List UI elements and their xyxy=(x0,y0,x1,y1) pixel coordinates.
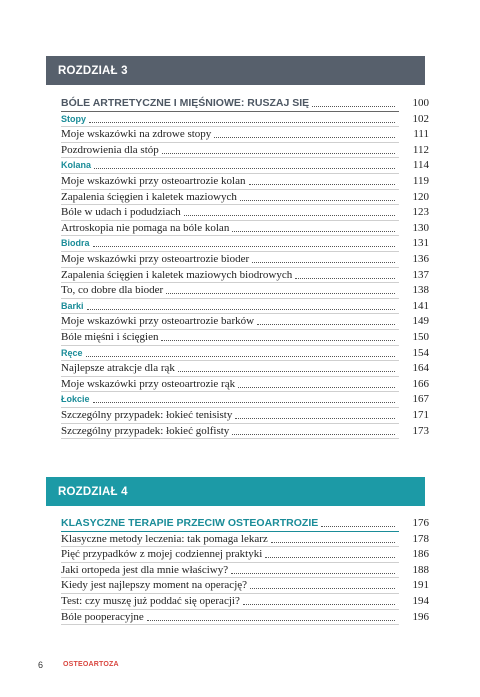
toc-entry-title: Najlepsze atrakcje dla rąk xyxy=(61,362,175,375)
dot-leader xyxy=(184,215,395,216)
dot-leader xyxy=(89,122,395,123)
dot-leader xyxy=(243,604,395,605)
toc-entry xyxy=(61,424,429,438)
dot-leader xyxy=(214,137,395,138)
toc-entry-page: 114 xyxy=(412,159,429,172)
toc-entry-title: Moje wskazówki przy osteoartrozie kolan xyxy=(61,175,246,187)
toc-entry-page: 171 xyxy=(412,409,429,421)
toc-section-heading xyxy=(61,346,429,360)
toc-entry-title: Szczególny przypadek: łokieć tenisisty xyxy=(61,409,233,421)
toc-entry-page: 176 xyxy=(412,517,429,529)
dot-leader xyxy=(312,106,395,107)
toc-entry xyxy=(61,532,429,546)
dot-leader xyxy=(295,278,395,279)
running-title: OSTEOARTOZA xyxy=(63,661,119,668)
toc-entry-page: 194 xyxy=(412,595,429,607)
toc-entry xyxy=(61,594,429,608)
page-number: 6 xyxy=(38,660,44,670)
dot-leader xyxy=(265,557,395,558)
toc-entry xyxy=(61,547,429,561)
toc-entry-page: 188 xyxy=(412,563,429,576)
dot-leader xyxy=(178,371,395,372)
toc-entry-page: 154 xyxy=(412,346,429,359)
toc-entry-page: 120 xyxy=(412,190,429,203)
toc-entry xyxy=(61,578,429,592)
toc-entry xyxy=(61,610,429,624)
toc-entry-page: 167 xyxy=(412,393,429,406)
dot-leader xyxy=(232,231,395,232)
toc-entry-title: Biodra xyxy=(61,238,90,249)
toc-section-heading xyxy=(61,112,429,126)
toc-section-heading xyxy=(61,392,429,406)
chapter-4-label: ROZDZIAŁ 4 xyxy=(58,485,128,498)
toc-entry-page: 102 xyxy=(412,112,429,125)
toc-entry xyxy=(61,408,429,422)
toc-entry-page: 138 xyxy=(412,284,429,297)
row-rule xyxy=(61,438,399,439)
dot-leader xyxy=(321,526,395,527)
toc-entry xyxy=(61,143,429,157)
toc-entry-title: Moje wskazówki przy osteoartrozie bioder xyxy=(61,253,250,265)
toc-entry-page: 191 xyxy=(412,579,429,592)
toc-entry-title: Barki xyxy=(61,300,84,311)
toc-entry xyxy=(61,252,429,266)
toc-entry-page: 150 xyxy=(412,331,429,343)
toc-entry-title: KLASYCZNE TERAPIE PRZECIW OSTEOARTROZIE xyxy=(61,517,319,529)
toc-section-heading xyxy=(61,299,429,313)
toc-entry-title: Stopy xyxy=(61,113,87,124)
toc-entry-title: BÓLE ARTRETYCZNE I MIĘŚNIOWE: RUSZAJ SIĘ xyxy=(61,97,310,109)
toc-entry-title: Szczególny przypadek: łokieć golfisty xyxy=(61,424,230,437)
toc-entry-title: To, co dobre dla bioder xyxy=(61,284,164,297)
toc-entry xyxy=(61,127,429,141)
toc-entry xyxy=(61,330,429,344)
toc-chapter-heading xyxy=(61,96,429,110)
toc-entry-title: Pięć przypadków z mojej codziennej praktyki xyxy=(61,548,263,561)
toc-entry-page: 178 xyxy=(412,532,429,545)
toc-entry-page: 137 xyxy=(412,268,429,281)
dot-leader xyxy=(252,262,395,263)
toc-entry xyxy=(61,563,429,577)
toc-entry-page: 136 xyxy=(412,253,429,265)
dot-leader xyxy=(87,309,395,310)
toc-entry xyxy=(61,190,429,204)
toc-entry xyxy=(61,314,429,328)
dot-leader xyxy=(161,340,395,341)
dot-leader xyxy=(162,153,395,154)
toc-entry-title: Bóle mięśni i ścięgien xyxy=(61,331,159,343)
toc-entry xyxy=(61,361,429,375)
toc-entry-page: 186 xyxy=(412,548,429,561)
toc-entry xyxy=(61,174,429,188)
toc-section-heading xyxy=(61,236,429,250)
toc-entry-page: 164 xyxy=(412,362,429,375)
dot-leader xyxy=(271,542,395,543)
toc-entry-page: 130 xyxy=(412,221,429,234)
toc-entry xyxy=(61,221,429,235)
toc-entry-title: Jaki ortopeda jest dla mnie właściwy? xyxy=(61,563,229,576)
toc-entry-page: 141 xyxy=(412,299,429,312)
toc-entry-title: Zapalenia ścięgien i kaletek maziowych xyxy=(61,190,237,203)
toc-entry-title: Artroskopia nie pomaga na bóle kolan xyxy=(61,221,230,234)
toc-entry-title: Moje wskazówki przy osteoartrozie rąk xyxy=(61,377,236,390)
toc-entry-title: Klasyczne metody leczenia: tak pomaga lekarz xyxy=(61,532,268,545)
toc-entry xyxy=(61,283,429,297)
row-rule xyxy=(61,624,399,625)
toc-entry-page: 173 xyxy=(412,424,429,437)
dot-leader xyxy=(86,356,395,357)
dot-leader xyxy=(240,200,395,201)
toc-entry-title: Zapalenia ścięgien i kaletek maziowych biodrowych xyxy=(61,268,293,281)
dot-leader xyxy=(257,324,395,325)
toc-entry-title: Bóle w udach i podudziach xyxy=(61,206,181,219)
toc-section-heading xyxy=(61,158,429,172)
dot-leader xyxy=(93,246,395,247)
dot-leader xyxy=(232,434,395,435)
toc-entry-title: Ręce xyxy=(61,347,83,358)
toc-entry-title: Kiedy jest najlepszy moment na operację? xyxy=(61,579,248,592)
toc-entry-title: Test: czy muszę już poddać się operacji? xyxy=(61,595,240,607)
toc-entry-title: Moje wskazówki przy osteoartrozie barków xyxy=(61,315,255,328)
toc-entry-title: Łokcie xyxy=(61,394,90,405)
dot-leader xyxy=(249,184,396,185)
dot-leader xyxy=(166,293,395,294)
toc-entry xyxy=(61,205,429,219)
toc-entry-title: Moje wskazówki na zdrowe stopy xyxy=(61,128,212,141)
toc-entry-page: 166 xyxy=(412,377,429,390)
toc-entry-title: Kolana xyxy=(61,160,92,171)
dot-leader xyxy=(238,387,395,388)
toc-chapter-heading xyxy=(61,516,429,530)
dot-leader xyxy=(250,588,395,589)
chapter-3-label: ROZDZIAŁ 3 xyxy=(58,64,128,77)
chapter-4-band xyxy=(46,477,425,506)
toc-entry xyxy=(61,268,429,282)
dot-leader xyxy=(94,168,395,169)
dot-leader xyxy=(147,620,395,621)
toc-entry-page: 112 xyxy=(412,143,429,156)
toc-entry-page: 100 xyxy=(412,97,429,109)
toc-entry xyxy=(61,377,429,391)
toc-entry-page: 123 xyxy=(412,206,429,219)
toc-entry-page: 111 xyxy=(413,128,429,141)
toc-entry-page: 149 xyxy=(412,315,429,328)
toc-entry-page: 119 xyxy=(412,175,429,187)
dot-leader xyxy=(235,418,395,419)
dot-leader xyxy=(93,402,395,403)
toc-entry-page: 131 xyxy=(412,237,429,250)
chapter-3-band xyxy=(46,56,425,85)
dot-leader xyxy=(231,573,395,574)
toc-entry-title: Pozdrowienia dla stóp xyxy=(61,143,159,156)
toc-entry-title: Bóle pooperacyjne xyxy=(61,610,144,623)
toc-entry-page: 196 xyxy=(412,610,429,623)
